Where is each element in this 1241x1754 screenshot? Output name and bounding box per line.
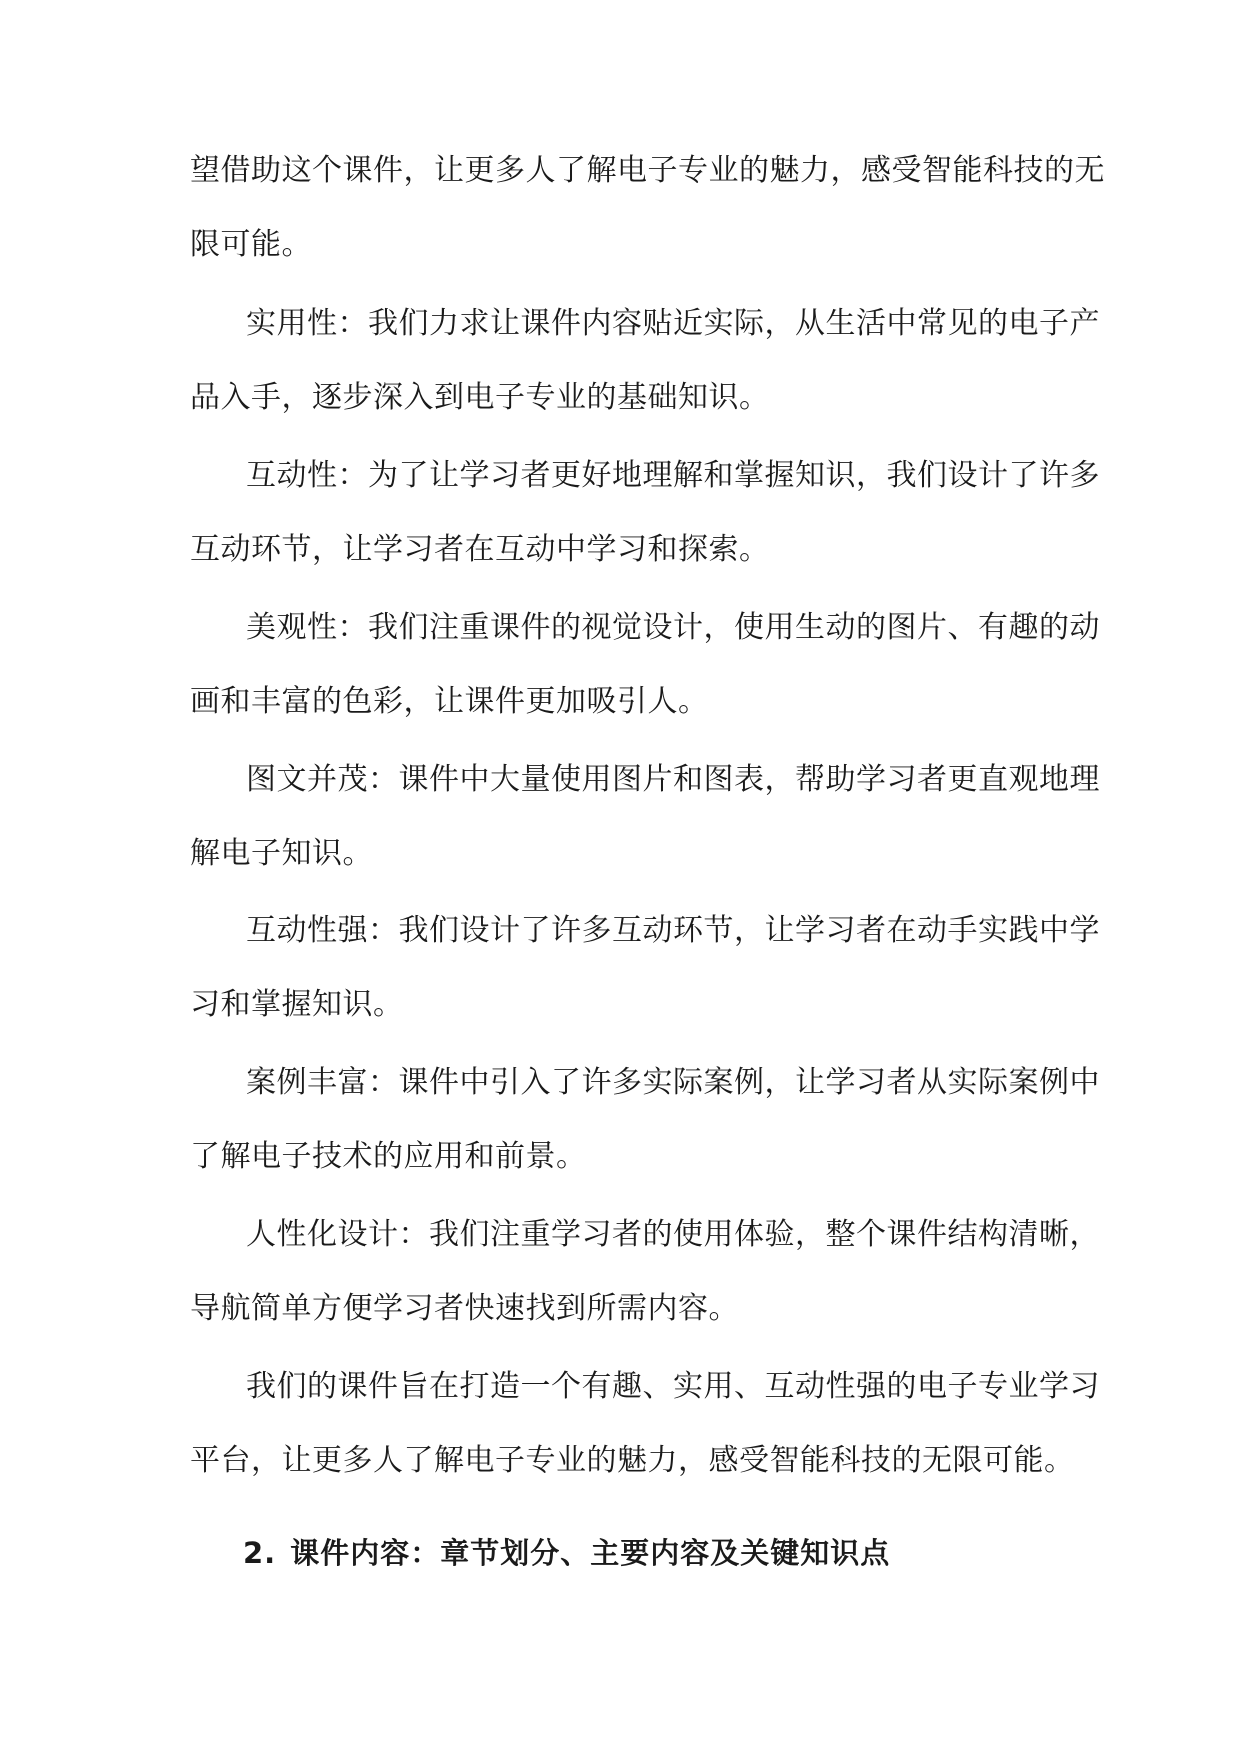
paragraph-interactivity-line-2: 互动环节，让学习者在互动中学习和探索。 <box>190 532 770 567</box>
paragraph-summary-line-1: 我们的课件旨在打造一个有趣、实用、互动性强的电子专业学习 <box>246 1369 1100 1404</box>
paragraph-illustrated-line-1: 图文并茂：课件中大量使用图片和图表，帮助学习者更直观地理 <box>246 762 1100 797</box>
paragraph-summary-line-2: 平台，让更多人了解电子专业的魅力，感受智能科技的无限可能。 <box>190 1443 1075 1478</box>
section-heading-title: 课件内容：章节划分、主要内容及关键知识点 <box>290 1536 891 1570</box>
paragraph-user-design-line-1: 人性化设计：我们注重学习者的使用体验，整个课件结构清晰， <box>246 1217 1100 1252</box>
section-heading <box>243 1533 1063 1573</box>
paragraph-strong-interactivity-line-2: 习和掌握知识。 <box>190 987 404 1022</box>
paragraph-interactivity-line-1: 互动性：为了让学习者更好地理解和掌握知识，我们设计了许多 <box>246 458 1100 493</box>
paragraph-1-line-1: 望借助这个课件，让更多人了解电子专业的魅力，感受智能科技的无 <box>190 153 1105 188</box>
paragraph-aesthetics-line-2: 画和丰富的色彩，让课件更加吸引人。 <box>190 684 709 719</box>
paragraph-practicality-line-2: 品入手，逐步深入到电子专业的基础知识。 <box>190 380 770 415</box>
paragraph-cases-line-1: 案例丰富：课件中引入了许多实际案例，让学习者从实际案例中 <box>246 1065 1100 1100</box>
paragraph-strong-interactivity-line-1: 互动性强：我们设计了许多互动环节，让学习者在动手实践中学 <box>246 913 1100 948</box>
paragraph-practicality-line-1: 实用性：我们力求让课件内容贴近实际，从生活中常见的电子产 <box>246 306 1100 341</box>
paragraph-user-design-line-2: 导航简单方便学习者快速找到所需内容。 <box>190 1291 739 1326</box>
paragraph-illustrated-line-2: 解电子知识。 <box>190 836 373 871</box>
paragraph-1-line-2: 限可能。 <box>190 227 312 262</box>
section-heading-number: 2. <box>243 1536 277 1570</box>
paragraph-cases-line-2: 了解电子技术的应用和前景。 <box>190 1139 587 1174</box>
paragraph-aesthetics-line-1: 美观性：我们注重课件的视觉设计，使用生动的图片、有趣的动 <box>246 610 1100 645</box>
